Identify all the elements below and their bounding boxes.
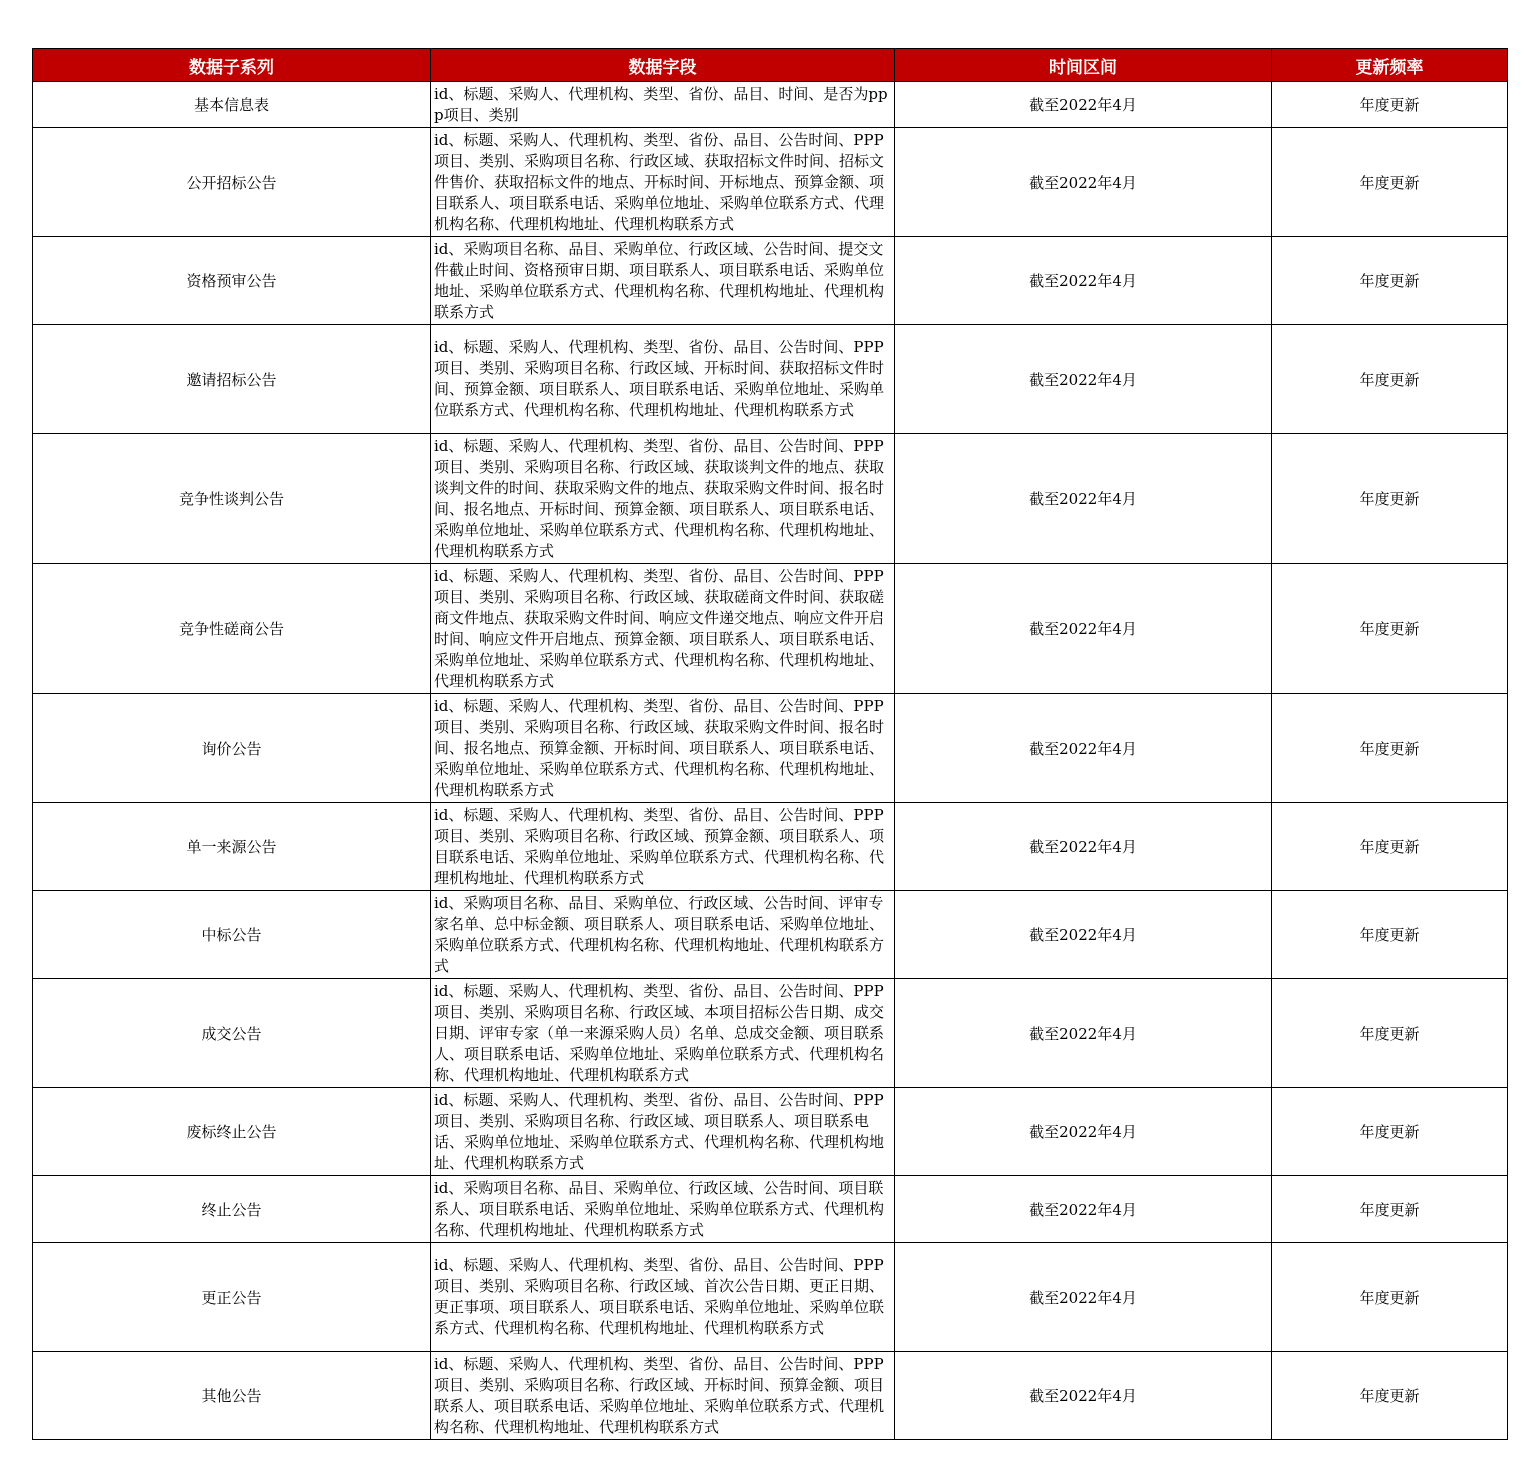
cell-frequency: 年度更新	[1272, 694, 1508, 803]
cell-series: 竞争性磋商公告	[33, 564, 431, 694]
cell-period: 截至2022年4月	[895, 82, 1272, 128]
cell-series: 资格预审公告	[33, 237, 431, 325]
cell-period: 截至2022年4月	[895, 1176, 1272, 1243]
cell-fields: id、标题、采购人、代理机构、类型、省份、品目、公告时间、PPP项目、类别、采购项目名称、行政区域、首次公告日期、更正日期、更正事项、项目联系人、项目联系电话、采购单位地址、采购单位联系方式、代理机构名称、代理机构地址、代理机构联系方式	[431, 1243, 895, 1352]
cell-series: 更正公告	[33, 1243, 431, 1352]
cell-period: 截至2022年4月	[895, 979, 1272, 1088]
cell-series: 成交公告	[33, 979, 431, 1088]
cell-series: 其他公告	[33, 1352, 431, 1440]
header-frequency: 更新频率	[1272, 49, 1508, 82]
cell-period: 截至2022年4月	[895, 564, 1272, 694]
data-dictionary-table-wrapper	[32, 48, 1507, 1440]
table-row	[33, 237, 1508, 325]
cell-fields: id、采购项目名称、品目、采购单位、行政区域、公告时间、提交文件截止时间、资格预审日期、项目联系人、项目联系电话、采购单位地址、采购单位联系方式、代理机构名称、代理机构地址、代理机构联系方式	[431, 237, 895, 325]
cell-series: 中标公告	[33, 891, 431, 979]
cell-fields: id、标题、采购人、代理机构、类型、省份、品目、公告时间、PPP项目、类别、采购项目名称、行政区域、获取采购文件时间、报名时间、报名地点、预算金额、开标时间、项目联系人、项目联系电话、采购单位地址、采购单位联系方式、代理机构名称、代理机构地址、代理机构联系方式	[431, 694, 895, 803]
cell-period: 截至2022年4月	[895, 1088, 1272, 1176]
header-series: 数据子系列	[33, 49, 431, 82]
cell-frequency: 年度更新	[1272, 1176, 1508, 1243]
cell-frequency: 年度更新	[1272, 979, 1508, 1088]
cell-fields: id、采购项目名称、品目、采购单位、行政区域、公告时间、评审专家名单、总中标金额、项目联系人、项目联系电话、采购单位地址、采购单位联系方式、代理机构名称、代理机构地址、代理机构联系方式	[431, 891, 895, 979]
data-dictionary-table	[32, 48, 1508, 1440]
table-row	[33, 803, 1508, 891]
table-row	[33, 325, 1508, 434]
cell-frequency: 年度更新	[1272, 1243, 1508, 1352]
cell-fields: id、标题、采购人、代理机构、类型、省份、品目、公告时间、PPP项目、类别、采购项目名称、行政区域、预算金额、项目联系人、项目联系电话、采购单位地址、采购单位联系方式、代理机构名称、代理机构地址、代理机构联系方式	[431, 803, 895, 891]
cell-fields: id、采购项目名称、品目、采购单位、行政区域、公告时间、项目联系人、项目联系电话、采购单位地址、采购单位联系方式、代理机构名称、代理机构地址、代理机构联系方式	[431, 1176, 895, 1243]
cell-period: 截至2022年4月	[895, 891, 1272, 979]
cell-fields: id、标题、采购人、代理机构、类型、省份、品目、时间、是否为ppp项目、类别	[431, 82, 895, 128]
cell-series: 基本信息表	[33, 82, 431, 128]
cell-period: 截至2022年4月	[895, 1352, 1272, 1440]
table-row	[33, 1088, 1508, 1176]
cell-fields: id、标题、采购人、代理机构、类型、省份、品目、公告时间、PPP项目、类别、采购项目名称、行政区域、获取招标文件时间、招标文件售价、获取招标文件的地点、开标时间、开标地点、预算金额、项目联系人、项目联系电话、采购单位地址、采购单位联系方式、代理机构名称、代理机构地址、代理机构联系方式	[431, 128, 895, 237]
table-row	[33, 434, 1508, 564]
cell-period: 截至2022年4月	[895, 237, 1272, 325]
cell-period: 截至2022年4月	[895, 694, 1272, 803]
cell-period: 截至2022年4月	[895, 128, 1272, 237]
cell-series: 废标终止公告	[33, 1088, 431, 1176]
cell-frequency: 年度更新	[1272, 82, 1508, 128]
cell-frequency: 年度更新	[1272, 1088, 1508, 1176]
cell-fields: id、标题、采购人、代理机构、类型、省份、品目、公告时间、PPP项目、类别、采购项目名称、行政区域、获取谈判文件的地点、获取谈判文件的时间、获取采购文件的地点、获取采购文件时间、报名时间、报名地点、开标时间、预算金额、项目联系人、项目联系电话、采购单位地址、采购单位联系方式、代理机构名称、代理机构地址、代理机构联系方式	[431, 434, 895, 564]
cell-frequency: 年度更新	[1272, 128, 1508, 237]
cell-series: 公开招标公告	[33, 128, 431, 237]
table-row	[33, 1352, 1508, 1440]
table-header-row	[33, 49, 1508, 82]
table-row	[33, 564, 1508, 694]
table-row	[33, 891, 1508, 979]
cell-frequency: 年度更新	[1272, 891, 1508, 979]
cell-series: 询价公告	[33, 694, 431, 803]
cell-series: 单一来源公告	[33, 803, 431, 891]
cell-frequency: 年度更新	[1272, 325, 1508, 434]
cell-frequency: 年度更新	[1272, 564, 1508, 694]
cell-period: 截至2022年4月	[895, 434, 1272, 564]
cell-period: 截至2022年4月	[895, 1243, 1272, 1352]
table-row	[33, 128, 1508, 237]
cell-series: 终止公告	[33, 1176, 431, 1243]
cell-fields: id、标题、采购人、代理机构、类型、省份、品目、公告时间、PPP项目、类别、采购项目名称、行政区域、项目联系人、项目联系电话、采购单位地址、采购单位联系方式、代理机构名称、代理机构地址、代理机构联系方式	[431, 1088, 895, 1176]
cell-fields: id、标题、采购人、代理机构、类型、省份、品目、公告时间、PPP项目、类别、采购项目名称、行政区域、开标时间、获取招标文件时间、预算金额、项目联系人、项目联系电话、采购单位地址、采购单位联系方式、代理机构名称、代理机构地址、代理机构联系方式	[431, 325, 895, 434]
cell-series: 邀请招标公告	[33, 325, 431, 434]
cell-frequency: 年度更新	[1272, 1352, 1508, 1440]
table-row	[33, 694, 1508, 803]
table-row	[33, 1176, 1508, 1243]
table-row	[33, 82, 1508, 128]
cell-frequency: 年度更新	[1272, 237, 1508, 325]
cell-period: 截至2022年4月	[895, 803, 1272, 891]
cell-period: 截至2022年4月	[895, 325, 1272, 434]
header-fields: 数据字段	[431, 49, 895, 82]
cell-frequency: 年度更新	[1272, 434, 1508, 564]
header-period: 时间区间	[895, 49, 1272, 82]
table-row	[33, 979, 1508, 1088]
cell-fields: id、标题、采购人、代理机构、类型、省份、品目、公告时间、PPP项目、类别、采购项目名称、行政区域、获取磋商文件时间、获取磋商文件地点、获取采购文件时间、响应文件递交地点、响应文件开启时间、响应文件开启地点、预算金额、项目联系人、项目联系电话、采购单位地址、采购单位联系方式、代理机构名称、代理机构地址、代理机构联系方式	[431, 564, 895, 694]
table-row	[33, 1243, 1508, 1352]
cell-fields: id、标题、采购人、代理机构、类型、省份、品目、公告时间、PPP项目、类别、采购项目名称、行政区域、开标时间、预算金额、项目联系人、项目联系电话、采购单位地址、采购单位联系方式、代理机构名称、代理机构地址、代理机构联系方式	[431, 1352, 895, 1440]
cell-frequency: 年度更新	[1272, 803, 1508, 891]
cell-fields: id、标题、采购人、代理机构、类型、省份、品目、公告时间、PPP项目、类别、采购项目名称、行政区域、本项目招标公告日期、成交日期、评审专家（单一来源采购人员）名单、总成交金额、项目联系人、项目联系电话、采购单位地址、采购单位联系方式、代理机构名称、代理机构地址、代理机构联系方式	[431, 979, 895, 1088]
cell-series: 竞争性谈判公告	[33, 434, 431, 564]
